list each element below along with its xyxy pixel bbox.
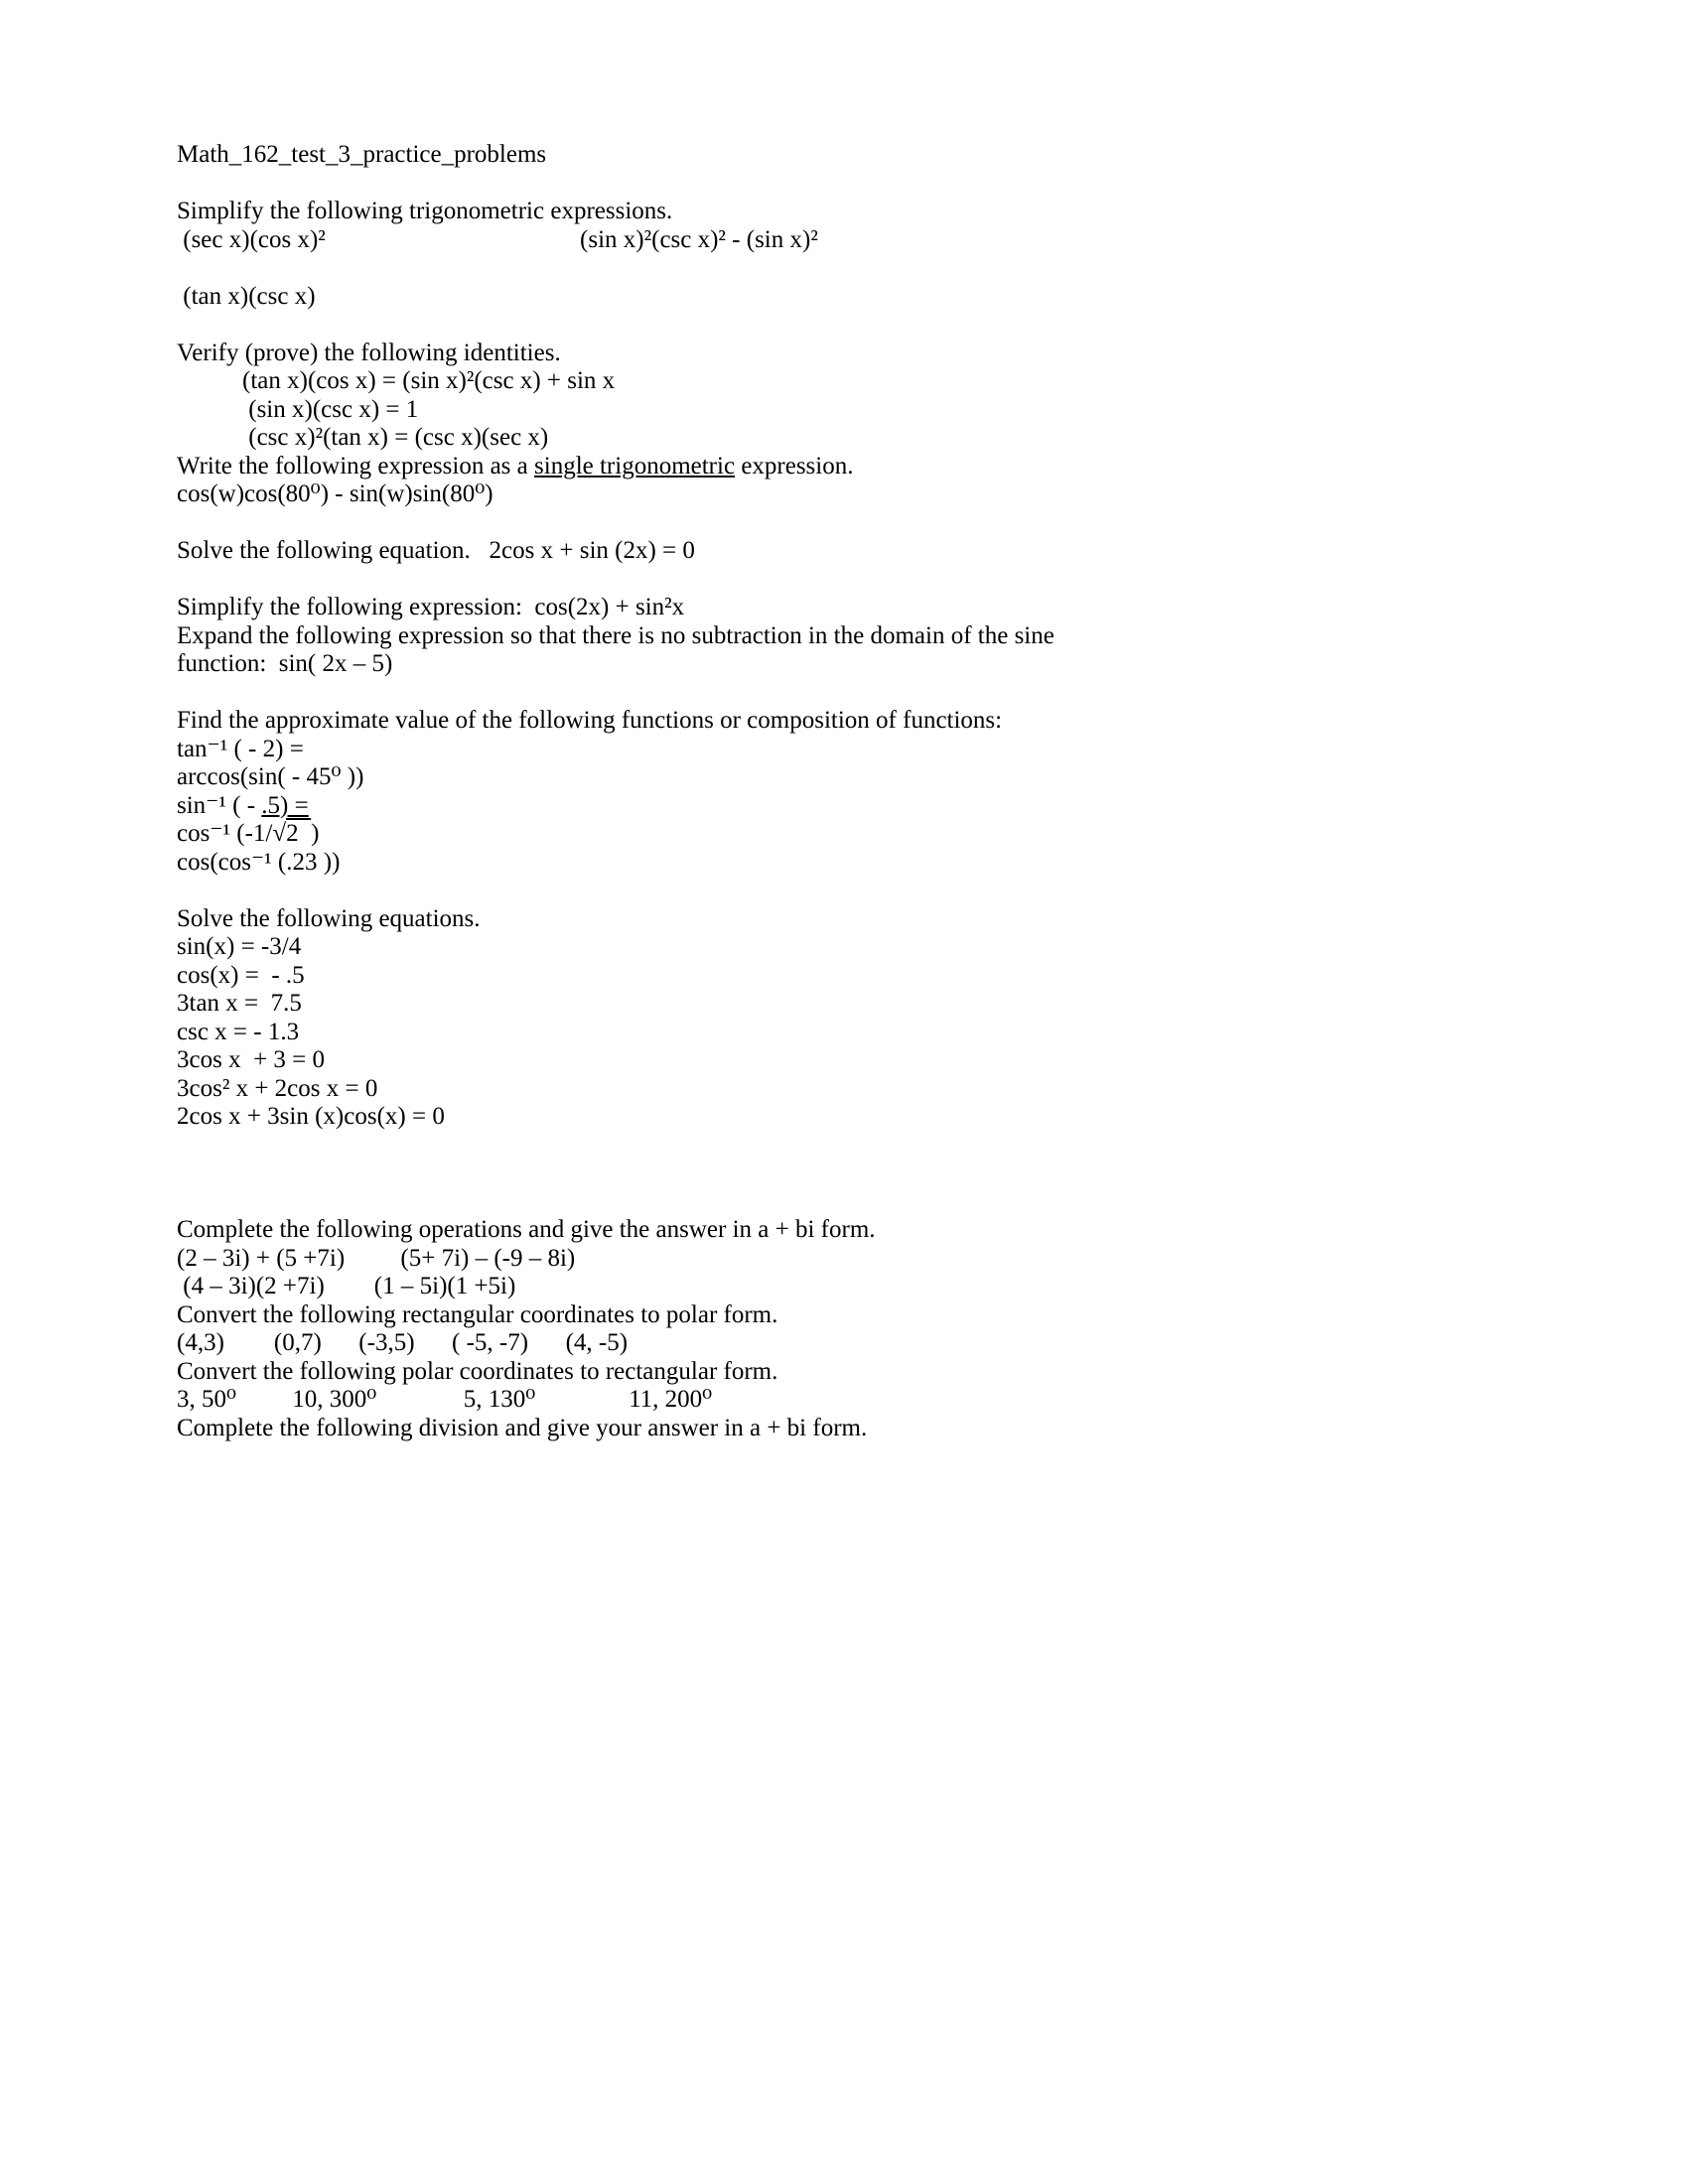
simplify-trig-row2: (tan x)(csc x) (177, 282, 316, 310)
approximate-item-5: cos(cos⁻¹ (.23 )) (177, 848, 341, 876)
expand-instruction-line1: Expand the following expression so that there is no subtraction in the domain of the sine (177, 621, 1055, 649)
solve-equation-line: Solve the following equation. 2cos x + sin (2x) = 0 (177, 537, 695, 564)
approximate-item-4-pre: cos⁻¹ (-1/√ (177, 820, 287, 847)
solve-equations-eq1: sin(x) = -3/4 (177, 933, 302, 960)
verify-identity-2: (sin x)(csc x) = 1 (242, 395, 419, 423)
approximate-item-2: arccos(sin( - 45⁰ )) (177, 763, 364, 790)
solve-equations-eq2: cos(x) = - .5 (177, 961, 305, 989)
complex-ops-row2: (4 – 3i)(2 +7i) (1 – 5i)(1 +5i) (177, 1273, 516, 1299)
rect-to-polar-values: (4,3) (0,7) (-3,5) ( -5, -7) (4, -5) (177, 1329, 629, 1356)
approximate-heading: Find the approximate value of the following functions or composition of functions: (177, 707, 1003, 734)
single-expression-post: expression. (735, 452, 854, 479)
spacer (177, 254, 1529, 283)
single-expression-pre: Write the following expression as a (177, 452, 535, 479)
spacer (177, 170, 1529, 199)
doc-title: Math_162_test_3_practice_problems (177, 141, 547, 168)
spacer (177, 509, 1529, 538)
spacer (177, 566, 1529, 595)
polar-to-rect-heading: Convert the following polar coordinates to rectangular form. (177, 1357, 778, 1385)
polar-to-rect-values: 3, 50⁰ 10, 300⁰ 5, 130⁰ 11, 200⁰ (177, 1386, 713, 1413)
spacer (177, 1188, 1529, 1217)
approximate-item-4-post: ) (311, 820, 320, 847)
simplify-trig-row1: (sec x)(cos x)² (sin x)²(csc x)² - (sin x)² (177, 225, 818, 253)
single-expression-formula: cos(w)cos(80⁰) - sin(w)sin(80⁰) (177, 480, 493, 507)
complex-ops-row1: (2 – 3i) + (5 +7i) (5+ 7i) – (-9 – 8i) (177, 1244, 576, 1272)
solve-equations-eq3: 3tan x = 7.5 (177, 990, 302, 1017)
rect-to-polar-heading: Convert the following rectangular coordinates to polar form. (177, 1300, 778, 1328)
verify-identity-3: (csc x)²(tan x) = (csc x)(sec x) (242, 424, 549, 451)
spacer (177, 1160, 1529, 1188)
solve-equations-heading: Solve the following equations. (177, 904, 481, 932)
approximate-item-3 (177, 792, 1529, 821)
approximate-item-3-pre: sin⁻¹ ( - (177, 791, 262, 819)
solve-equations-eq5: 3cos x + 3 = 0 (177, 1046, 326, 1073)
complex-ops-heading: Complete the following operations and give the answer in a + bi form. (177, 1216, 876, 1243)
solve-equations-eq6: 3cos² x + 2cos x = 0 (177, 1074, 378, 1102)
simplify-trig-heading: Simplify the following trigonometric expressions. (177, 198, 673, 224)
verify-heading: Verify (prove) the following identities. (177, 339, 561, 366)
solve-equations-eq7: 2cos x + 3sin (x)cos(x) = 0 (177, 1103, 445, 1130)
single-expression-instruction (177, 453, 1529, 481)
division-heading: Complete the following division and give your answer in a + bi form. (177, 1414, 868, 1441)
spacer (177, 311, 1529, 340)
spacer (177, 877, 1529, 905)
solve-equations-eq4: csc x = - 1.3 (177, 1018, 300, 1045)
approximate-item-3-underlined: .5) = (261, 791, 309, 819)
spacer (177, 679, 1529, 708)
approximate-item-4 (177, 820, 1529, 849)
spacer (177, 1132, 1529, 1160)
single-expression-underlined: single trigonometric (534, 452, 736, 479)
expand-instruction-line2: function: sin( 2x – 5) (177, 650, 393, 677)
verify-identity-1: (tan x)(cos x) = (sin x)²(csc x) + sin x (242, 367, 616, 394)
approximate-item-4-radicand: 2 (286, 820, 312, 847)
simplify-expression-line: Simplify the following expression: cos(2x) + sin²x (177, 594, 685, 620)
approximate-item-1: tan⁻¹ ( - 2) = (177, 735, 304, 762)
